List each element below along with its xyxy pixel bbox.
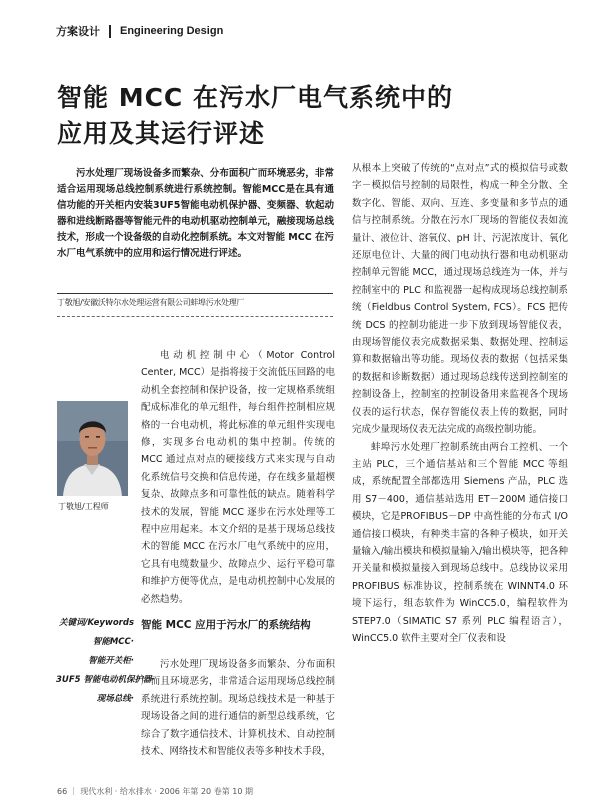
intro-paragraph (141, 347, 335, 608)
abstract-text: 污水处理厂现场设备多而繁杂、分布面积广而环境恶劣，非常适合运用现场总线控制系统进行系统控制。智能MCC是在具有通信功能的开关柜内安装3UF5智能电动机保护器、变频器、软起动器和进线断路器等智能元件的电动机驱动控制单元，融接现场总线技术，形成一个设备级的自动化控制系统。本文对智能 MCC 在污水厂电气系统中的应用和运行情况进行评述。 (57, 168, 335, 259)
section-header (56, 22, 223, 40)
right-column-text-2: 蚌埠污水处理厂控制系统由两台工控机、一个主站 PLC，三个通信基站和三个智能 MCC 等组成，系统配置全部都选用 Siemens 产品，PLC 选用 S7－400，通信基站选用 ET－200M 通信接口模块，它是PROFIBUS－DP 中高性能的分布式 I/O 通信接口模块，有种类丰富的各种子模块，如开关量输入/输出模块和模拟量输入/输出模块等，把各种开关量和模拟量接入到现场总线中。总线协议采用 PROFIBUS 标准协议，控制系统在 WINNT4.0 环境下运行，组态软件为 WinCC5.0，编程软件为 STEP7.0（SIMATIC S7 系列 PLC 编程语言），WinCC5.0 软件主要对全厂仪表和设 (352, 441, 568, 644)
section-label-cn: 方案设计 (56, 25, 100, 38)
article-title (57, 80, 527, 152)
affiliation-divider (57, 316, 333, 317)
section-paragraph (141, 656, 335, 760)
right-column (352, 160, 568, 647)
keywords-block (56, 614, 155, 709)
abstract-divider (57, 293, 333, 294)
intro-text: 电动机控制中心（Motor Control Center, MCC）是指将接于交流低压回路的电动机全套控制和保护设备，按一定规格系统组配成标准化的单元组件，每台组件控制相应规格的一台电动机，将此标准的单元组件实现电修，实现多台电动机的集中控制。传统的 MCC 通过点对点的硬接线方式来实现与自动化系统信号交换和信息传递，存在线多量超楔复杂、故障点多和可靠性低的缺点。随着科学技术的发展，智能 MCC 逐步在污水处理等工程中应用起来。本文介绍的是基于现场总线技术的智能 MCC 在污水厂电气系统中的应用，它具有电缆数量少、故障点少、运行平稳可靠和维护方便等优点，是电动机控制中心发展的必然趋势。 (141, 350, 335, 605)
keyword-item: 3UF5 智能电动机保护器· (56, 675, 155, 685)
right-column-text-1: 从根本上突破了传统的“点对点”式的模拟信号或数字－模拟信号控制的局限性，构成一种全分散、全数字化、智能、双向、互连、多变量和多节点的通信与控制系统。分散在污水厂现场的智能仪表如流量计、液位计、溶氧仪、pH 计、污泥浓度计、氧化还原电位计、大量的阀门电动执行器和电动机驱动控制单元智能 MCC，通过现场总线连为一体，并与控制室中的 PLC 和监视器一起构成现场总线控制系统（Fieldbus Control System, FCS）。FCS 把传统 DCS 的控制功能进一步下放到现场智能仪表，由现场智能仪表完成数据采集、数据处理、控制运算和数据输出等功能。现场仪表的数据（包括采集的数据和诊断数据）通过现场总线传送到控制室的控制设备上，控制室的控制设备用来监视各个现场仪表的运行状态，保存智能仪表上传的数据，同时完成少量现场仪表无法完成的高级控制功能。 (352, 163, 568, 436)
author-affiliation: 丁敬旭/安徽沃特尔水处理运营有限公司蚌埠污水处理厂 (57, 298, 245, 307)
abstract (57, 166, 334, 262)
author-photo (57, 401, 128, 496)
title-line-1: 智能 MCC 在污水厂电气系统中的 (57, 83, 453, 112)
keyword-item: 现场总线· (96, 694, 134, 704)
header-divider (109, 25, 111, 38)
section-label-en: Engineering Design (120, 25, 224, 37)
title-line-2: 应用及其运行评述 (57, 119, 266, 148)
keywords-label: 关键词/Keywords (58, 618, 134, 628)
page-footer: 66 ｜ 现代水利 · 给水排水 · 2006 年第 20 卷第 10 期 (57, 787, 253, 796)
keyword-item: 智能MCC· (92, 637, 134, 647)
section-heading: 智能 MCC 应用于污水厂的系统结构 (141, 619, 311, 631)
section-text: 污水处理厂现场设备多而繁杂、分布面积广而且环境恶劣，非常适合运用现场总线控制系统进行系统控制。现场总线技术是一种基于现场设备之间的进行通信的新型总线系统，它综合了数字通信技术、计算机技术、自动控制技术、网络技术和智能仪表等多种技术手段， (141, 659, 335, 758)
photo-caption: 丁敬旭/工程师 (58, 502, 109, 511)
keyword-item: 智能开关柜· (88, 656, 134, 666)
